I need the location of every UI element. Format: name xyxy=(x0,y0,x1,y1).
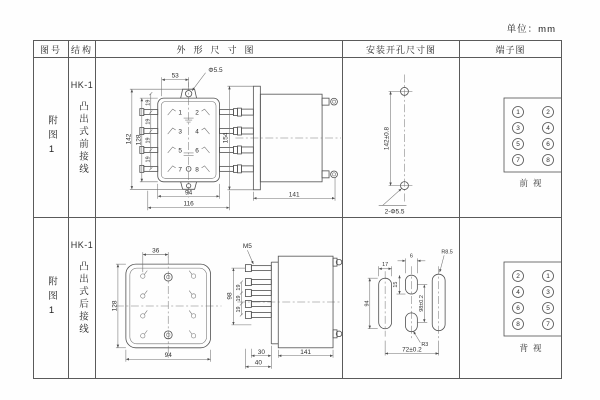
terminal-number: 7 xyxy=(546,321,550,329)
unit-label: 单位：mm xyxy=(506,24,556,35)
front-view xyxy=(125,66,237,209)
dim-radius-outer: R8.5 xyxy=(441,249,453,256)
terminal-number: 2 xyxy=(516,273,520,281)
dimension-table xyxy=(33,40,562,379)
fig-no-cell-row1 xyxy=(34,58,69,218)
dim-rear-height: 128 xyxy=(111,300,119,312)
terminal-number: 1 xyxy=(516,108,520,116)
view-caption: 背视 xyxy=(519,343,547,353)
terminal-cell-row2 xyxy=(460,218,561,378)
rear-studs xyxy=(245,265,271,319)
terminal-cell-row1 xyxy=(460,58,561,218)
dim-depth-a: 30 xyxy=(257,348,265,356)
dim-depth-b: 40 xyxy=(254,359,262,367)
outline-cell-row2 xyxy=(96,218,343,378)
rear-side-view xyxy=(226,243,341,369)
dim-pitch: 19 xyxy=(145,155,152,162)
terminal-box xyxy=(504,98,561,188)
terminal-diagram-front xyxy=(460,58,561,218)
dim-pitch: 19 xyxy=(145,136,152,144)
figure-number: 附图1 xyxy=(46,115,57,160)
dim-slot-height-outer: 94 xyxy=(364,300,371,307)
dim-side-depth: 141 xyxy=(288,190,300,198)
terminal-number: 7 xyxy=(178,165,182,173)
fig-no-cell-row2 xyxy=(34,218,69,378)
rear-dimensions xyxy=(111,248,210,362)
header-terminal: 端子图 xyxy=(460,41,561,58)
terminal-number: 6 xyxy=(516,305,520,313)
dim-top-width: 53 xyxy=(171,72,179,80)
dim-slot-width-outer: 17 xyxy=(382,261,389,268)
holes-count-label: 2-Φ5.5 xyxy=(384,207,405,215)
terminal-number: 5 xyxy=(516,140,520,148)
dim-pitch: 19 xyxy=(235,284,242,291)
terminal-number: 3 xyxy=(516,124,520,132)
dim-pitch: 19 xyxy=(235,295,242,302)
structure-label: 凸出式后接线 xyxy=(77,261,88,336)
structure-cell-row2 xyxy=(69,218,96,378)
dim-center-distance-h: 72±0.2 xyxy=(402,346,422,354)
dim-rear-bottom: 94 xyxy=(164,352,172,360)
terminal-number: 3 xyxy=(178,127,182,135)
mounting-drawing-rear-wiring xyxy=(343,218,459,378)
dim-bottom-inner: 94 xyxy=(185,188,193,196)
terminal-number: 2 xyxy=(195,108,199,116)
dim-hole-dia: Φ5.5 xyxy=(208,66,223,74)
terminal-box xyxy=(504,262,561,353)
dim-side-height: 154 xyxy=(222,132,230,143)
model-label: HK-1 xyxy=(70,80,94,90)
terminal-number: 6 xyxy=(195,146,199,154)
outline-drawing-front-wiring xyxy=(96,58,342,218)
rear-side-dimensions xyxy=(226,243,333,369)
terminal-number: 8 xyxy=(516,321,520,329)
terminal-number: 8 xyxy=(195,165,199,173)
dim-depth: 141 xyxy=(300,348,312,356)
structure-label: 凸出式前接线 xyxy=(77,101,88,176)
header-outline: 外形尺寸图 xyxy=(96,41,343,58)
dim-screw-size: M5 xyxy=(242,243,252,251)
dim-pitch: 19 xyxy=(145,99,152,106)
terminal-number: 5 xyxy=(546,305,550,313)
terminal-diagram-rear xyxy=(460,218,561,378)
dim-pitch: 19 xyxy=(235,306,242,313)
view-caption: 前视 xyxy=(519,177,547,188)
terminal-number: 4 xyxy=(546,124,550,132)
dim-height-outer: 142 xyxy=(125,133,133,144)
dim-hole-distance: 142±0.8 xyxy=(383,126,391,150)
dim-height-inner: 128 xyxy=(135,134,143,145)
terminal-number: 3 xyxy=(546,289,550,297)
mounting-cell-row2 xyxy=(343,218,460,378)
mounting-holes xyxy=(379,74,413,215)
outline-drawing-rear-wiring xyxy=(96,218,342,378)
dim-slot-width-center: 6 xyxy=(409,253,413,260)
structure-cell-row1 xyxy=(69,58,96,218)
outline-cell-row1 xyxy=(96,58,343,218)
rear-view xyxy=(111,248,221,362)
model-label: HK-1 xyxy=(70,240,94,250)
side-view xyxy=(222,86,341,201)
mounting-drawing-front-wiring xyxy=(343,58,459,218)
dim-stud-height: 98 xyxy=(226,292,234,300)
header-structure: 结构 xyxy=(69,41,96,58)
terminal-number: 2 xyxy=(546,108,550,116)
dim-radius-center: R3 xyxy=(421,342,429,349)
terminal-number: 8 xyxy=(546,156,550,164)
front-dimensions xyxy=(125,66,229,209)
mounting-slots xyxy=(364,249,453,355)
dim-pitch: 19 xyxy=(145,118,152,125)
terminal-number: 4 xyxy=(195,127,199,135)
header-fig-no: 图号 xyxy=(34,41,69,58)
terminal-number: 6 xyxy=(546,140,550,148)
side-dimensions xyxy=(222,86,335,201)
terminal-number: 5 xyxy=(178,146,182,154)
figure-number: 附图1 xyxy=(46,275,57,321)
header-mounting: 安装开孔尺寸图 xyxy=(343,41,460,58)
dim-bottom-outer: 116 xyxy=(183,200,194,208)
terminal-number: 7 xyxy=(516,156,520,164)
terminal-number: 1 xyxy=(546,273,550,281)
dim-rear-top-width: 36 xyxy=(152,247,160,255)
dim-center-distance-v: 98±0.2 xyxy=(418,295,425,312)
terminal-number: 1 xyxy=(178,108,182,116)
mounting-cell-row1 xyxy=(343,58,460,218)
terminal-number: 4 xyxy=(516,289,520,297)
dim-slot-height-center: 15 xyxy=(393,281,400,288)
